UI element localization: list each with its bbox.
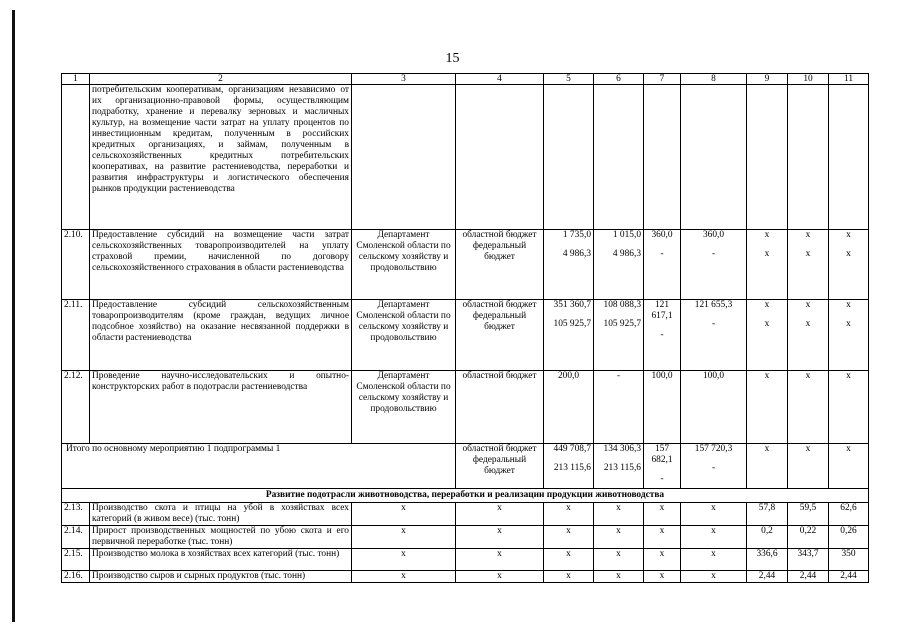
indicator-name: Производство скота и птицы на убой в хозяйствах всех категорий (в живом весе) (тыс. тонн) — [90, 503, 352, 526]
value-col10: 59,5 — [788, 503, 829, 526]
value-col5: 1 735,0 4 986,3 — [544, 230, 594, 300]
header-cell: 3 — [352, 74, 456, 85]
value-col8: x — [681, 526, 747, 549]
table-row-continuation — [62, 85, 869, 230]
value-col9: 336,6 — [747, 549, 788, 571]
value-col8: 360,0 - — [681, 230, 747, 300]
indicator-name: Производство сыров и сырных продуктов (тыс. тонн) — [90, 571, 352, 583]
value-col7: x — [644, 549, 681, 571]
department: Департамент Смоленской области по сельскому хозяйству и продовольствию — [352, 230, 456, 300]
value-col8: x — [681, 549, 747, 571]
value-col11: x x — [829, 230, 869, 300]
measure-name: потребительским кооперативам, организациям независимо от их организационно-правовой формы, осуществляющим подработку, хранение и перевалку зерновых и масличных культур, на возмещение части затрат на уплату процентов по инвестиционным кредитам, полученным в российских кредитных организациях, и займам, полученным в сельскохозяйственных кредитных потребительских кооперативах, на развитие растениеводства, переработки и развития инфраструктуры и логистического обеспечения рынков продукции растениеводства — [90, 85, 352, 230]
value-col6: x — [594, 526, 644, 549]
header-row — [62, 74, 869, 85]
value-col7: x — [644, 526, 681, 549]
department: Департамент Смоленской области по сельскому хозяйству и продовольствию — [352, 300, 456, 371]
value-col10: x — [788, 371, 829, 444]
funding-source: областной бюджет федеральный бюджет — [456, 230, 544, 300]
value-col9: x x — [747, 300, 788, 371]
value-col5: 351 360,7 105 925,7 — [544, 300, 594, 371]
value-col6: 134 306,3 213 115,6 — [594, 444, 644, 489]
value-col4: x — [456, 571, 544, 583]
value-col9: 57,8 — [747, 503, 788, 526]
value-col8: x — [681, 571, 747, 583]
row-number: 2.12. — [62, 371, 90, 444]
value-col11: 62,6 — [829, 503, 869, 526]
value-col3: x — [352, 503, 456, 526]
value-col10: x x — [788, 300, 829, 371]
table-row — [62, 571, 869, 583]
table-row — [62, 549, 869, 571]
value-col6: x — [594, 549, 644, 571]
value-col11: 2,44 — [829, 571, 869, 583]
value-col8: x — [681, 503, 747, 526]
row-number: 2.13. — [62, 503, 90, 526]
value-col6: 108 088,3 105 925,7 — [594, 300, 644, 371]
value-col6: 1 015,0 4 986,3 — [594, 230, 644, 300]
value-col3: x — [352, 571, 456, 583]
total-label: Итого по основному мероприятию 1 подпрограммы 1 — [62, 444, 456, 489]
value-col7: 360,0 - — [644, 230, 681, 300]
value-col7: x — [644, 571, 681, 583]
value-col7: x — [644, 503, 681, 526]
row-number: 2.16. — [62, 571, 90, 583]
value-col11: x — [829, 371, 869, 444]
header-cell: 7 — [644, 74, 681, 85]
table-row — [62, 300, 869, 371]
value-col10: 343,7 — [788, 549, 829, 571]
table-row — [62, 503, 869, 526]
funding-source: областной бюджет — [456, 371, 544, 444]
row-number: 2.14. — [62, 526, 90, 549]
value-col11: x x — [829, 300, 869, 371]
value-col3: x — [352, 526, 456, 549]
header-cell: 4 — [456, 74, 544, 85]
header-cell: 2 — [90, 74, 352, 85]
value-col6: - — [594, 371, 644, 444]
value-col8: 157 720,3 - — [681, 444, 747, 489]
header-cell: 1 — [62, 74, 90, 85]
header-cell: 9 — [747, 74, 788, 85]
value-col6: x — [594, 571, 644, 583]
value-col5: 200,0 — [544, 371, 594, 444]
value-col5: 449 708,7 213 115,6 — [544, 444, 594, 489]
table-row — [62, 371, 869, 444]
header-cell: 8 — [681, 74, 747, 85]
value-col8: 100,0 — [681, 371, 747, 444]
value-col11: 350 — [829, 549, 869, 571]
total-row — [62, 444, 869, 489]
value-col10: x — [788, 444, 829, 489]
header-cell: 10 — [788, 74, 829, 85]
value-col10: x x — [788, 230, 829, 300]
value-col9: x — [747, 444, 788, 489]
value-col10: 2,44 — [788, 571, 829, 583]
row-number: 2.11. — [62, 300, 90, 371]
value-col5: x — [544, 503, 594, 526]
value-col10: 0,22 — [788, 526, 829, 549]
value-col11: x — [829, 444, 869, 489]
indicator-name: Прирост производственных мощностей по убою скота и его первичной переработке (тыс. тонн) — [90, 526, 352, 549]
value-col6: x — [594, 503, 644, 526]
value-col4: x — [456, 526, 544, 549]
funding-source: областной бюджет федеральный бюджет — [456, 444, 544, 489]
value-col7: 121 617,1 - — [644, 300, 681, 371]
value-col9: 2,44 — [747, 571, 788, 583]
table-row — [62, 230, 869, 300]
value-col5: x — [544, 526, 594, 549]
department: Департамент Смоленской области по сельскому хозяйству и продовольствию — [352, 371, 456, 444]
section-title: Развитие подотрасли животноводства, переработки и реализации продукции животноводства — [62, 489, 869, 503]
value-col8: 121 655,3 - — [681, 300, 747, 371]
header-cell: 6 — [594, 74, 644, 85]
value-col9: x x — [747, 230, 788, 300]
indicator-name: Производство молока в хозяйствах всех категорий (тыс. тонн) — [90, 549, 352, 571]
value-col9: x — [747, 371, 788, 444]
measure-name: Предоставление субсидий на возмещение части затрат сельскохозяйственных товаропроизводителей на уплату страховой премии, начисленной по договору сельскохозяйственного страхования в области растениеводства — [90, 230, 352, 300]
measure-name: Предоставление субсидий сельскохозяйственным товаропроизводителям (кроме граждан, ведущих личное подсобное хозяйство) на оказание несвязанной поддержки в области растениеводства — [90, 300, 352, 371]
value-col5: x — [544, 549, 594, 571]
value-col4: x — [456, 503, 544, 526]
page-number: 15 — [445, 51, 460, 66]
table-row — [62, 526, 869, 549]
value-col11: 0,26 — [829, 526, 869, 549]
section-header-row — [62, 489, 869, 503]
measure-name: Проведение научно-исследовательских и опытно-конструкторских работ в подотрасли растениеводства — [90, 371, 352, 444]
value-col9: 0,2 — [747, 526, 788, 549]
program-table — [61, 73, 869, 583]
value-col7: 100,0 — [644, 371, 681, 444]
binding-edge — [12, 10, 15, 622]
header-cell: 5 — [544, 74, 594, 85]
value-col4: x — [456, 549, 544, 571]
value-col7: 157 682,1 - — [644, 444, 681, 489]
row-number: 2.10. — [62, 230, 90, 300]
funding-source: областной бюджет федеральный бюджет — [456, 300, 544, 371]
row-number: 2.15. — [62, 549, 90, 571]
value-col3: x — [352, 549, 456, 571]
value-col5: x — [544, 571, 594, 583]
header-cell: 11 — [829, 74, 869, 85]
